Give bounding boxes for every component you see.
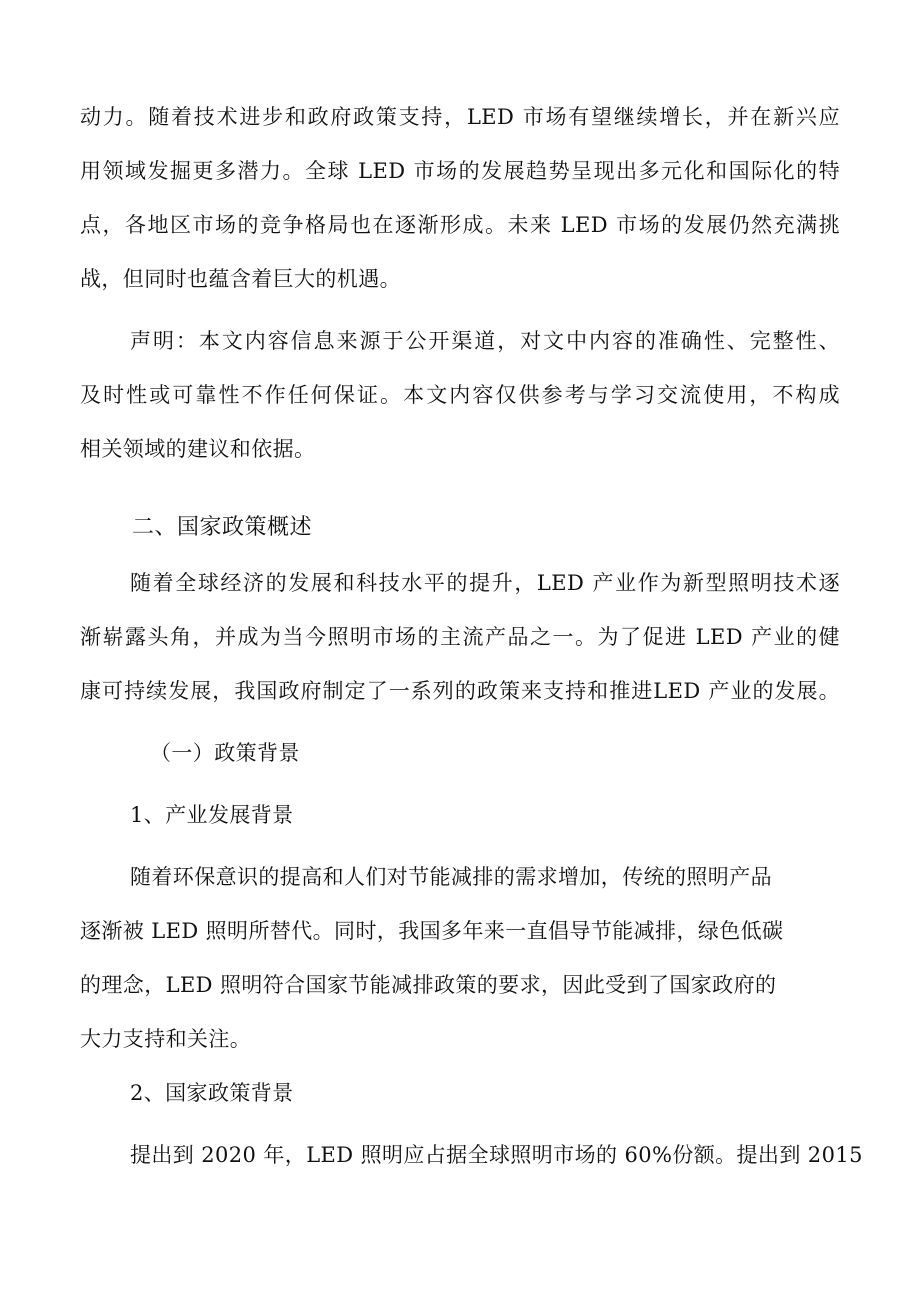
paragraph-intro-line-4: 战，但同时也蕴含着巨大的机遇。 xyxy=(80,267,401,291)
paragraph-intro-line-3: 点，各地区市场的竞争格局也在逐渐形成。未来 LED 市场的发展仍然充满挑 xyxy=(80,213,840,237)
subsection-one-heading: （一）政策背景 xyxy=(150,741,300,765)
item-one-line-2: 逐渐被 LED 照明所替代。同时，我国多年来一直倡导节能减排，绿色低碳 xyxy=(80,919,784,943)
item-one-line-1: 随着环保意识的提高和人们对节能减排的需求增加，传统的照明产品 xyxy=(130,865,772,889)
section-two-line-2: 渐崭露头角，并成为当今照明市场的主流产品之一。为了促进 LED 产业的健 xyxy=(80,625,840,649)
disclaimer-line-3: 相关领域的建议和依据。 xyxy=(80,437,316,461)
section-two-line-3: 康可持续发展，我国政府制定了一系列的政策来支持和推进LED 产业的发展。 xyxy=(80,679,840,703)
paragraph-intro-line-2: 用领域发掘更多潜力。全球 LED 市场的发展趋势呈现出多元化和国际化的特 xyxy=(80,159,840,183)
item-one-heading: 1、产业发展背景 xyxy=(130,803,294,827)
disclaimer-line-2: 及时性或可靠性不作任何保证。本文内容仅供参考与学习交流使用，不构成 xyxy=(80,383,840,407)
disclaimer-line-1: 声明：本文内容信息来源于公开渠道，对文中内容的准确性、完整性、 xyxy=(130,329,840,353)
item-one-line-3: 的理念，LED 照明符合国家节能减排政策的要求，因此受到了国家政府的 xyxy=(80,973,777,997)
section-two-heading: 二、国家政策概述 xyxy=(132,515,313,540)
item-two-line-1: 提出到 2020 年，LED 照明应占据全球照明市场的 60%份额。提出到 2015 xyxy=(130,1143,863,1167)
item-two-heading: 2、国家政策背景 xyxy=(130,1081,294,1105)
paragraph-intro-line-1: 动力。随着技术进步和政府政策支持，LED 市场有望继续增长，并在新兴应 xyxy=(80,105,840,129)
item-one-line-4: 大力支持和关注。 xyxy=(80,1027,252,1051)
section-two-line-1: 随着全球经济的发展和科技水平的提升，LED 产业作为新型照明技术逐 xyxy=(130,571,840,595)
